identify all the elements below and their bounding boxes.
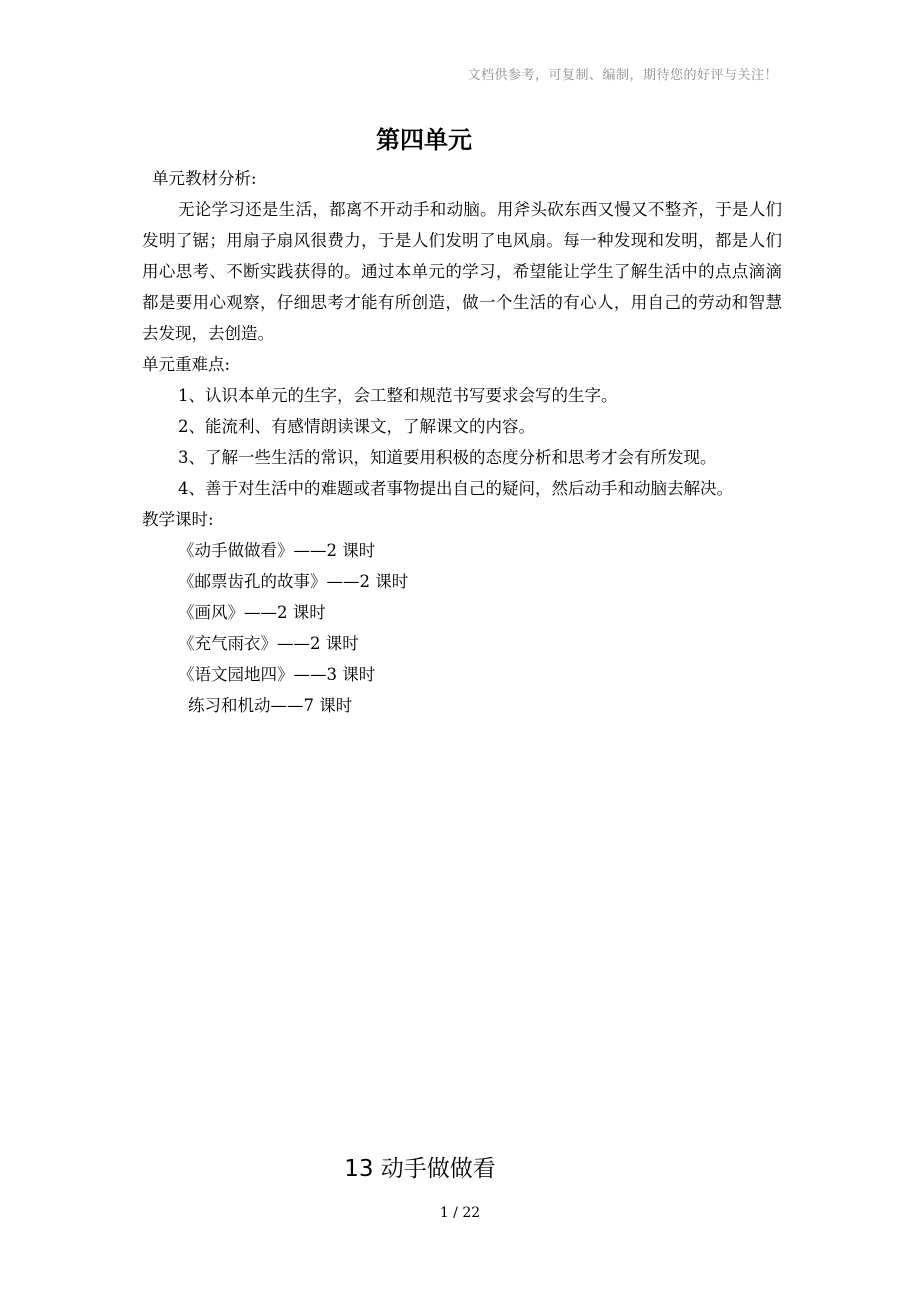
key-point-item: 4、善于对生活中的难题或者事物提出自己的疑问，然后动手和动脑去解决。 [178, 479, 733, 498]
key-point-item: 3、了解一些生活的常识，知道要用积极的态度分析和思考才会有所发现。 [178, 448, 717, 467]
page-number: 1 / 22 [439, 1205, 481, 1221]
schedule-item: 《语文园地四》——3 课时 [178, 665, 376, 684]
unit-title: 第四单元 [376, 126, 472, 154]
schedule-item: 《画风》——2 课时 [178, 603, 326, 622]
schedule-item: 《邮票齿孔的故事》——2 课时 [178, 572, 409, 591]
header-note: 文档供参考，可复制、编制，期待您的好评与关注！ [467, 68, 778, 83]
document-body [142, 163, 782, 721]
analysis-paragraph: 无论学习还是生活，都离不开动手和动脑。用斧头砍东西又慢又不整齐，于是人们发明了锯；用扇子扇风很费力，于是人们发明了电风扇。每一种发现和发明，都是人们用心思考、不断实践获得的。通过本单元的学习，希望能让学生了解生活中的点点滴滴都是要用心观察，仔细思考才能有所创造，做一个生活的有心人，用自己的劳动和智慧去发现，去创造。 [142, 200, 782, 343]
analysis-label: 单元教材分析: [152, 169, 257, 188]
schedule-label: 教学课时: [142, 510, 214, 529]
schedule-item: 《动手做做看》——2 课时 [178, 541, 376, 560]
key-points-label: 单元重难点: [142, 355, 231, 374]
schedule-item: 练习和机动——7 课时 [188, 696, 353, 715]
key-point-item: 2、能流利、有感情朗读课文，了解课文的内容。 [178, 417, 535, 436]
lesson-title: 13 动手做做看 [344, 1156, 496, 1182]
key-point-item: 1、认识本单元的生字，会工整和规范书写要求会写的生字。 [178, 386, 618, 405]
schedule-item: 《充气雨衣》——2 课时 [178, 634, 359, 653]
